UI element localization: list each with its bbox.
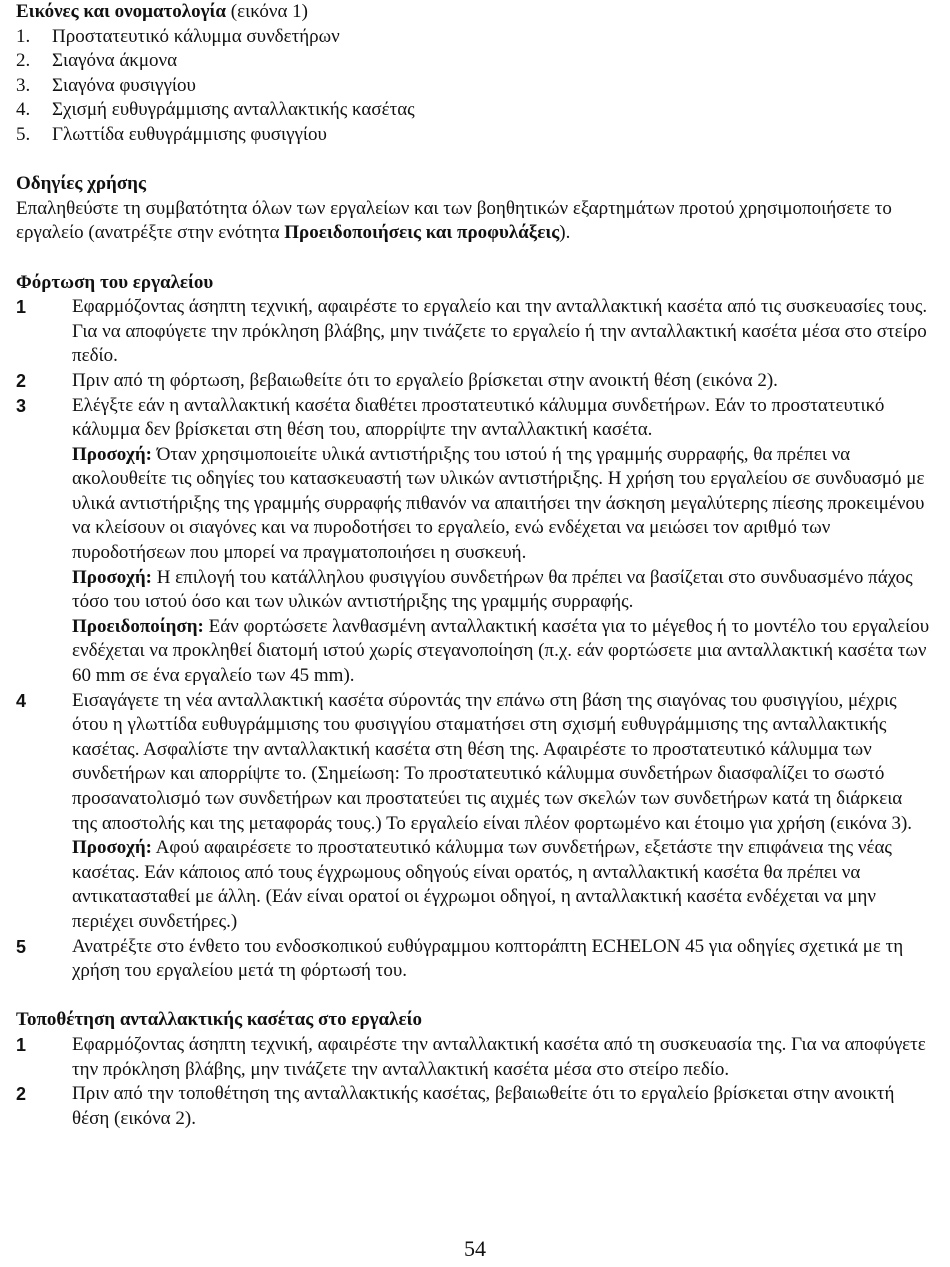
list-item: 4. Σχισμή ευθυγράμμισης ανταλλακτικής κασέτας	[16, 99, 415, 121]
caution-note: Προσοχή: Αφού αφαιρέσετε το προστατευτικό κάλυμμα των συνδετήρων, εξετάστε την επιφάνεια της νέας κασέτας. Εάν κάποιος από τους έγχρωμους οδηγούς είναι ορατός, η ανταλλακτική κασέτα θα πρέπει να αντικατασταθεί με άλλη. (Εάν είναι ορατοί οι έγχρωμοι οδηγοί, η ανταλλακτική κασέτα ενδέχεται να μην περιέχει συνδετήρες.)	[72, 837, 892, 932]
figures-list	[16, 25, 932, 148]
loading-section	[16, 271, 932, 984]
list-item: 5. Γλωττίδα ευθυγράμμισης φυσιγγίου	[16, 123, 327, 145]
caution-note: Προσοχή: Η επιλογή του κατάλληλου φυσιγγίου συνδετήρων θα πρέπει να βασίζεται στο συνδυασμένο πάχος τόσο του ιστού όσο και των υλικών αντιστήριξης της γραμμής συρραφής.	[72, 566, 913, 613]
figures-heading: Εικόνες και ονοματολογία (εικόνα 1)	[16, 1, 308, 22]
step-number: 2	[16, 370, 27, 391]
instructions-heading: Οδηγίες χρήσης	[16, 173, 146, 195]
warning-note: Προειδοποίηση: Εάν φορτώσετε λανθασμένη ανταλλακτική κασέτα για το μέγεθος ή το μοντέλο του εργαλείου ενδέχεται να προκληθεί διατομή ιστού χωρίς στεγανοποίηση (π.χ. εάν φορτώσετε μια ανταλλακτική κασέτα των 60 mm σε ένα εργαλείο των 45 mm).	[72, 615, 930, 687]
loading-heading: Φόρτωση του εργαλείου	[16, 271, 214, 293]
step-number: 1	[16, 1034, 27, 1055]
loading-step: 5 Ανατρέξτε στο ένθετο του ενδοσκοπικού ευθύγραμμου κοπτοράπτη ECHELON 45 για οδηγίες σχετικά με τη χρήση του εργαλείου μετά τη φόρτωσή του.	[16, 935, 932, 984]
cartridge-section	[16, 1008, 932, 1131]
instructions-paragraph: Επαληθεύστε τη συμβατότητα όλων των εργαλείων και των βοηθητικών εξαρτημάτων προτού χρησιμοποιήσετε το εργαλείο (ανατρέξτε στην ενότητα Προειδοποιήσεις και προφυλάξεις).	[16, 197, 892, 244]
caution-note: Προσοχή: Όταν χρησιμοποιείτε υλικά αντιστήριξης του ιστού ή της γραμμής συρραφής, θα πρέπει να ακολουθείτε τις οδηγίες του κατασκευαστή των υλικών αντιστήριξης. Η χρήση του εργαλείου σε συνδυασμό με υλικά αντιστήριξης της γραμμής συρραφής πιθανόν να απαιτήσει την άσκηση μεγαλύτερης πίεσης προκειμένου να κλείσουν οι σιαγόνες και να πυροδοτήσει το εργαλείο, ενώ ενδέχεται να μειώσει τον αριθμό των πυροδοτήσεων που μπορεί να πραγματοποιήσει η συσκευή.	[72, 443, 925, 564]
step-number: 1	[16, 297, 27, 318]
loading-step: 1 Εφαρμόζοντας άσηπτη τεχνική, αφαιρέστε το εργαλείο και την ανταλλακτική κασέτα από τις συσκευασίες τους. Για να αποφύγετε την πρόκληση βλάβης, μην τινάζετε το εργαλείο ή την ανταλλακτική κασέτα μέσα στο στείρο πεδίο.	[16, 295, 932, 369]
loading-step: 3 Ελέγξτε εάν η ανταλλακτική κασέτα διαθέτει προστατευτικό κάλυμμα συνδετήρων. Εάν το προστατευτικό κάλυμμα δεν βρίσκεται στη θέση του, απορρίψτε την ανταλλακτική κασέτα. Προσοχή: Όταν χρησιμοποιείτε υλικά αντιστήριξης του ιστού ή της γραμμής συρραφής, θα πρέπει να ακολουθείτε τις οδηγίες του κατασκευαστή των υλικών αντιστήριξης. Η χρήση του εργαλείου σε συνδυασμό με υλικά αντιστήριξης της γραμμής συρραφής πιθανόν να απαιτήσει την άσκηση μεγαλύτερης πίεσης προκειμένου να κλείσουν οι σιαγόνες και να πυροδοτήσει το εργαλείο, ενώ ενδέχεται να μειώσει τον αριθμό των πυροδοτήσεων που μπορεί να πραγματοποιήσει η συσκευή. Προσοχή: Η επιλογή του κατάλληλου φυσιγγίου συνδετήρων θα πρέπει να βασίζεται στο συνδυασμένο πάχος τόσο του ιστού όσο και των υλικών αντιστήριξης της γραμμής συρραφής. Προειδοποίηση: Εάν φορτώσετε λανθασμένη ανταλλακτική κασέτα για το μέγεθος ή το μοντέλο του εργαλείου ενδέχεται να προκληθεί διατομή ιστού χωρίς στεγανοποίηση (π.χ. εάν φορτώσετε μια ανταλλακτική κασέτα των 60 mm σε ένα εργαλείο των 45 mm).	[16, 394, 932, 689]
step-number: 2	[16, 1084, 27, 1105]
list-item: 3. Σιαγόνα φυσιγγίου	[16, 74, 196, 96]
cartridge-heading: Τοποθέτηση ανταλλακτικής κασέτας στο εργαλείο	[16, 1009, 422, 1031]
cartridge-step: 1 Εφαρμόζοντας άσηπτη τεχνική, αφαιρέστε την ανταλλακτική κασέτα από τη συσκευασία της. Για να αποφύγετε την πρόκληση βλάβης, μην τινάζετε την ανταλλακτική κασέτα μέσα στο στείρο πεδίο.	[16, 1033, 932, 1082]
step-number: 5	[16, 936, 27, 957]
cartridge-step: 2 Πριν από την τοποθέτηση της ανταλλακτικής κασέτας, βεβαιωθείτε ότι το εργαλείο βρίσκεται στην ανοικτή θέση (εικόνα 2).	[16, 1082, 932, 1131]
loading-step: 2 Πριν από τη φόρτωση, βεβαιωθείτε ότι το εργαλείο βρίσκεται στην ανοικτή θέση (εικόνα 2).	[16, 369, 932, 394]
list-item: 2. Σιαγόνα άκμονα	[16, 50, 178, 72]
loading-step: 4 Εισαγάγετε τη νέα ανταλλακτική κασέτα σύροντάς την επάνω στη βάση της σιαγόνας του φυσιγγίου, μέχρις ότου η γλωττίδα ευθυγράμμισης του φυσιγγίου σταματήσει στη σχισμή ευθυγράμμισης της ανταλλακτικής κασέτας. Ασφαλίστε την ανταλλακτική κασέτα στη θέση της. Αφαιρέστε το προστατευτικό κάλυμμα των συνδετήρων και απορρίψτε το. (Σημείωση: Το προστατευτικό κάλυμμα συνδετήρων διασφαλίζει το σωστό προσανατολισμό των συνδετήρων και προστατεύει τις αιχμές των σκελών των συνδετήρων κατά τη διάρκεια της αποστολής και της μεταφοράς τους.) Το εργαλείο είναι πλέον φορτωμένο και έτοιμο για χρήση (εικόνα 3). Προσοχή: Αφού αφαιρέσετε το προστατευτικό κάλυμμα των συνδετήρων, εξετάστε την επιφάνεια της νέας κασέτας. Εάν κάποιος από τους έγχρωμους οδηγούς είναι ορατός, η ανταλλακτική κασέτα θα πρέπει να αντικατασταθεί με άλλη. (Εάν είναι ορατοί οι έγχρωμοι οδηγοί, η ανταλλακτική κασέτα ενδέχεται να μην περιέχει συνδετήρες.)	[16, 689, 932, 935]
list-item: 1. Προστατευτικό κάλυμμα συνδετήρων	[16, 25, 340, 47]
instructions-section	[16, 172, 932, 246]
page-number: 54	[464, 1236, 486, 1261]
step-number: 4	[16, 690, 27, 711]
figures-section	[16, 0, 932, 148]
step-number: 3	[16, 395, 27, 416]
